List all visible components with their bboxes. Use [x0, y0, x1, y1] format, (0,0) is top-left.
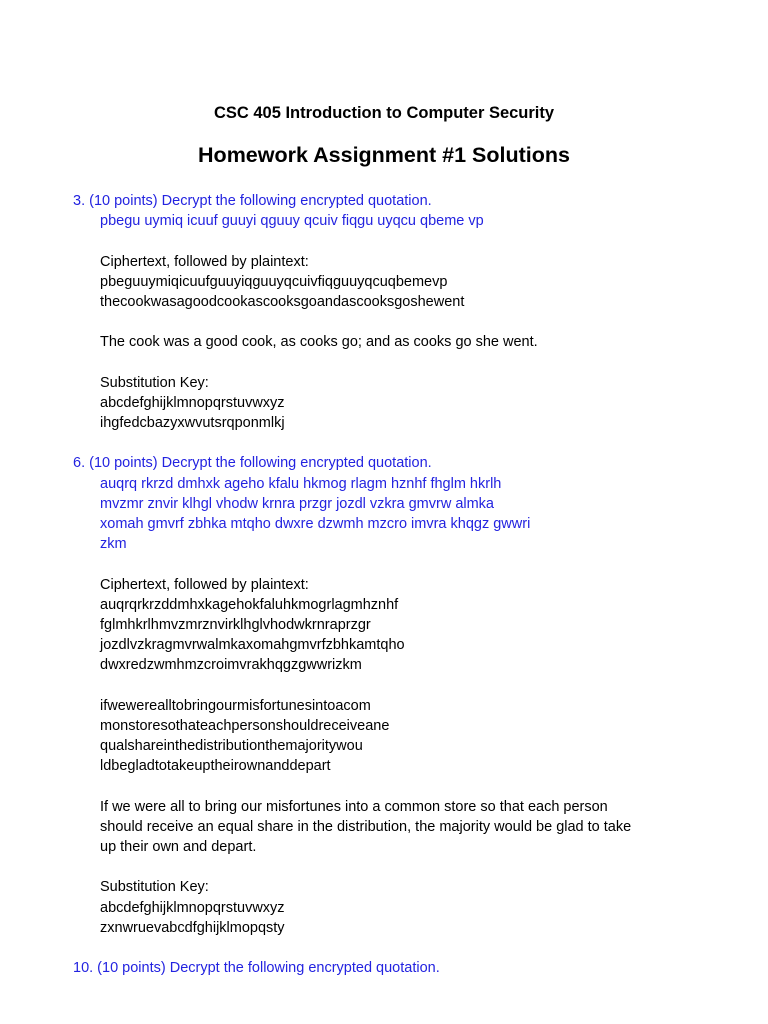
document-body	[73, 191, 753, 978]
key-plain-alphabet: abcdefghijklmnopqrstuvwxyz	[100, 899, 285, 916]
problem-6	[73, 453, 753, 958]
plaintext-raw: ldbegladtotakeuptheirownanddepart	[100, 758, 331, 775]
ciphertext-line: xomah gmvrf zbhka mtqho dwxre dzwmh mzcro imvra khqgz gwwri	[100, 516, 531, 532]
key-label: Substitution Key:	[100, 879, 209, 896]
ciphertext-line: mvzmr znvir klhgl vhodw krnra przgr jozdl vzkra gmvrw almka	[100, 495, 494, 512]
key-plain-alphabet: abcdefghijklmnopqrstuvwxyz	[100, 394, 285, 411]
plaintext-sentence: should receive an equal share in the distribution, the majority would be glad to take	[100, 818, 632, 835]
ciphertext-line: auqrq rkrzd dmhxk ageho kfalu hkmog rlagm hznhf fhglm hkrlh	[100, 475, 502, 492]
ciphertext-raw: auqrqrkrzddmhxkagehokfaluhkmogrlagmhznhf	[100, 596, 399, 613]
problem-heading: 3. (10 points) Decrypt the following encrypted quotation.	[73, 193, 432, 209]
document-title: Homework Assignment #1 Solutions	[198, 143, 570, 167]
plaintext-sentence: up their own and depart.	[100, 839, 257, 855]
problem-10	[73, 958, 753, 978]
ciphertext-line: pbegu uymiq icuuf guuyi qguuy qcuiv fiqgu uyqcu qbeme vp	[100, 213, 484, 230]
key-label: Substitution Key:	[100, 374, 209, 391]
plaintext-raw: thecookwasagoodcookascooksgoandascooksgoshewent	[100, 293, 465, 310]
plaintext-raw: monstoresothateachpersonshouldreceiveane	[100, 717, 390, 734]
ciphertext-raw: dwxredzwmhmzcroimvrakhqgzgwwrizkm	[100, 657, 362, 674]
problem-3	[73, 191, 753, 453]
plaintext-sentence: If we were all to bring our misfortunes into a common store so that each person	[100, 798, 608, 815]
plaintext-sentence: The cook was a good cook, as cooks go; and as cooks go she went.	[100, 334, 538, 351]
course-title: CSC 405 Introduction to Computer Security	[213, 104, 555, 122]
ciphertext-line: zkm	[100, 536, 127, 553]
ciphertext-raw: pbeguuymiqicuufguuyiqguuyqcuivfiqguuyqcuqbemevp	[100, 273, 448, 290]
problem-heading: 10. (10 points) Decrypt the following encrypted quotation.	[73, 960, 440, 977]
ciphertext-raw: jozdlvzkragmvrwalmkaxomahgmvrfzbhkamtqho	[100, 637, 405, 654]
plaintext-raw: ifwewerealltobringourmisfortunesintoacom	[100, 697, 371, 714]
key-cipher-alphabet: ihgfedcbazyxwvutsrqponmlkj	[100, 415, 285, 432]
ciphertext-label: Ciphertext, followed by plaintext:	[100, 576, 309, 593]
ciphertext-raw: fglmhkrlhmvzmrznvirklhglvhodwkrnraprzgr	[100, 616, 371, 633]
plaintext-raw: qualshareinthedistributionthemajoritywou	[100, 738, 363, 755]
ciphertext-label: Ciphertext, followed by plaintext:	[100, 253, 309, 270]
key-cipher-alphabet: zxnwruevabcdfghijklmopqsty	[100, 919, 285, 936]
problem-heading: 6. (10 points) Decrypt the following encrypted quotation.	[73, 455, 432, 472]
